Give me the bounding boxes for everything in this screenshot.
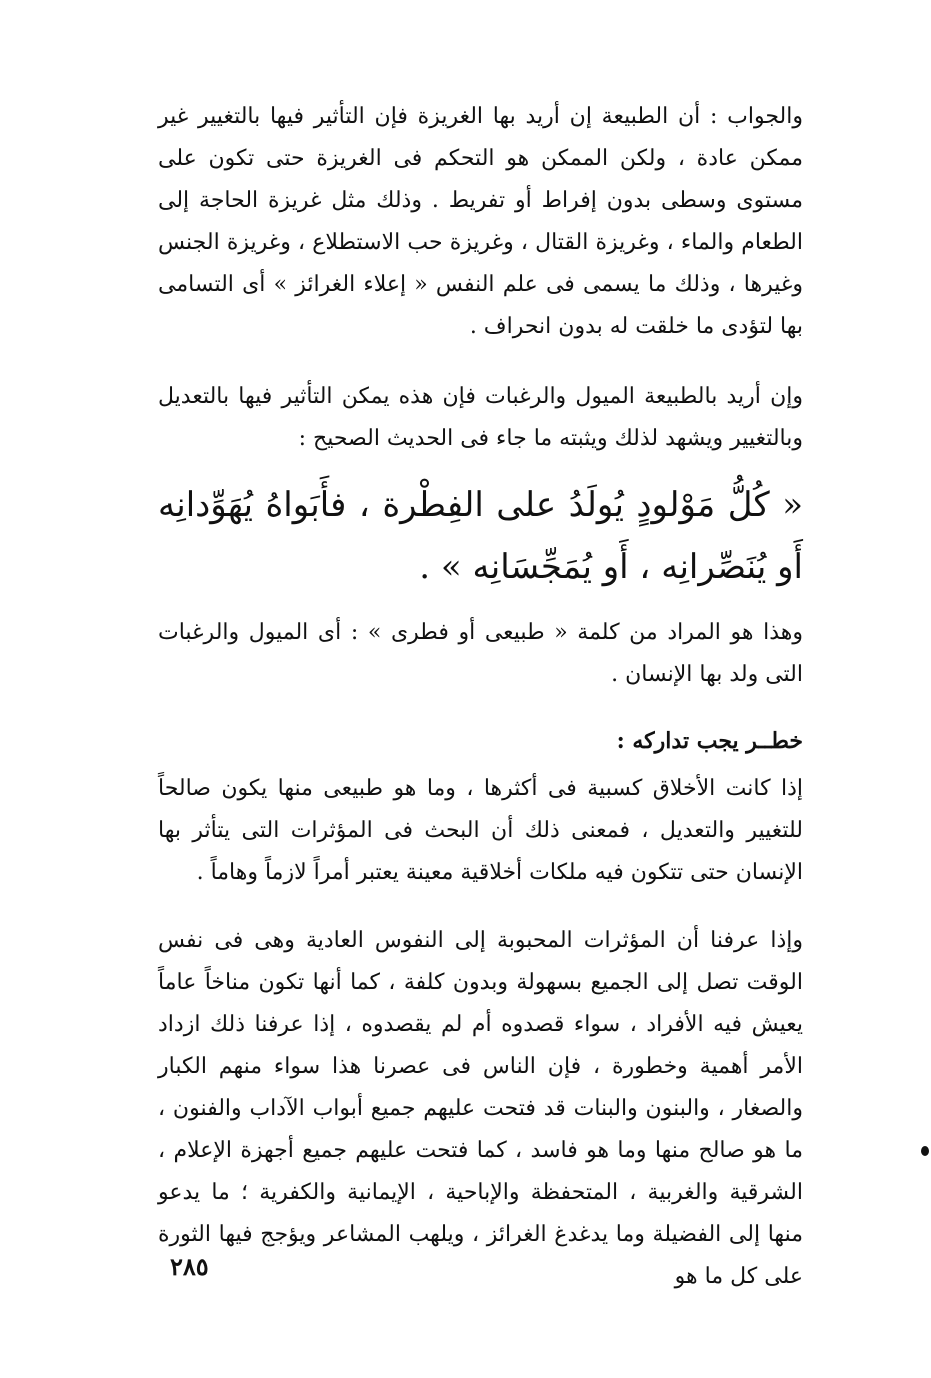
paragraph-influences: وإذا عرفنا أن المؤثرات المحبوبة إلى النفوس العادية وهى فى نفس الوقت تصل إلى الجميع بسهولة وبدون كلفة ، كما أنها تكون مناخاً عاماً يعيش فيه الأفراد ، سواء قصدوه أم لم يقصدوه ، إذا عرفنا ذلك ازداد الأمر أهمية وخطورة ، فإن الناس فى عصرنا هذا سواء منهم الكبار والصغار ، والبنون والبنات قد فتحت عليهم جميع أبواب الآداب والفنون ، ما هو صالح منها وما هو فاسد ، كما فتحت عليهم جميع أجهزة الإعلام ، الشرقية والغربية ، المتحفظة والإباحية ، الإيمانية والكفرية ؛ ما يدعو منها إلى الفضيلة وما يدغدغ الغرائز ، ويلهب المشاعر ويؤجج فيها الثورة على كل ما هو bbox=[158, 928, 803, 1289]
margin-mark bbox=[921, 1146, 929, 1156]
paragraph-meaning: وهذا هو المراد من كلمة « طبيعى أو فطرى » : أى الميول والرغبات التى ولد بها الإنسان . bbox=[158, 620, 803, 687]
page-number: ٢٨٥ bbox=[170, 1252, 209, 1281]
hadith-quote: « كُلُّ مَوْلودٍ يُولَدُ على الفِطْرة ، فأَبَواهُ يُهَوِّدانِه أَو يُنَصِّرانِه ، أَو يُمَجِّسَانِه » . bbox=[158, 485, 803, 587]
page-body bbox=[158, 96, 803, 1298]
paragraph-morals: إذا كانت الأخلاق كسبية فى أكثرها ، وما هو طبيعى منها يكون صالحاً للتغيير والتعديل ، فمعنى ذلك أن البحث فى المؤثرات التى يتأثر بها الإنسان حتى تتكون فيه ملكات أخلاقية معينة يعتبر أمراً لازماً وهاماً . bbox=[158, 776, 803, 885]
paragraph-inclinations: وإن أريد بالطبيعة الميول والرغبات فإن هذه يمكن التأثير فيها بالتعديل وبالتغيير ويشهد لذلك ويثبته ما جاء فى الحديث الصحيح : bbox=[158, 384, 803, 451]
paragraph-answer: والجواب : أن الطبيعة إن أريد بها الغريزة فإن التأثير فيها بالتغيير غير ممكن عادة ، ولكن الممكن هو التحكم فى الغريزة حتى تكون على مستوى وسطى بدون إفراط أو تفريط . وذلك مثل غريزة الحاجة إلى الطعام والماء ، وغريزة القتال ، وغريزة حب الاستطلاع ، وغريزة الجنس وغيرها ، وذلك ما يسمى فى علم النفس « إعلاء الغرائز » أى التسامى بها لتؤدى ما خلقت له بدون انحراف . bbox=[158, 104, 803, 339]
section-heading: خطــر يجب تداركه : bbox=[616, 728, 803, 754]
